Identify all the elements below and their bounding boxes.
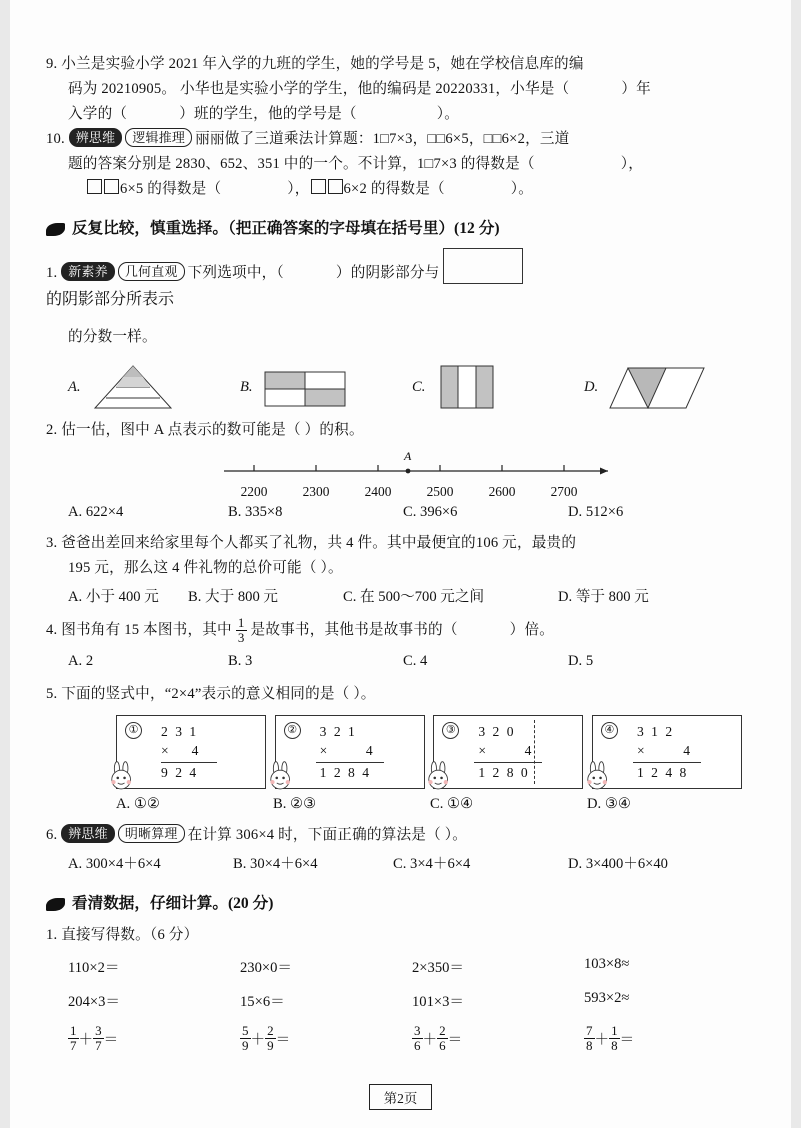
option-b[interactable]: B. ②③ <box>273 796 317 812</box>
dashed-separator <box>534 720 535 784</box>
s2q1-text-c: 的阴影部分所表示 <box>46 291 175 308</box>
rect-2x2-half-shape <box>263 362 347 412</box>
plus-sign: ＋ <box>422 1032 438 1048</box>
option-d[interactable]: D. 3×400＋6×40 <box>568 856 668 872</box>
fraction-a <box>584 1024 595 1053</box>
option-b[interactable]: B. 大于 800 元 <box>188 589 278 605</box>
vertical-calc-boxes <box>46 715 756 789</box>
q9-line3-a: 入学的（ <box>68 106 128 122</box>
section-heading-2 <box>46 216 756 242</box>
calc-rule <box>474 762 542 763</box>
fraction-b <box>265 1024 276 1053</box>
fraction-numerator: 2 <box>439 1023 446 1038</box>
q9-line1: 9. 小兰是实验小学 2021 年入学的九班的学生，她的学号是 5，她在学校信息库的编 <box>46 56 584 72</box>
fraction-denominator: 7 <box>95 1038 102 1053</box>
q10-line3 <box>46 177 756 202</box>
calc-rule <box>633 762 701 763</box>
bunny-icon <box>105 760 139 794</box>
fraction-denominator: 3 <box>237 630 245 645</box>
fraction-denominator: 8 <box>586 1038 593 1053</box>
equals-sign: ＝ <box>275 1032 291 1048</box>
tick-label: 2500 <box>426 484 454 499</box>
question-9 <box>46 52 756 127</box>
box-3-lines <box>478 722 533 782</box>
page-content <box>46 52 756 1053</box>
s2q3-line2: 195 元，那么这 4 件礼物的总价可能（ ）。 <box>68 560 343 576</box>
tag-mingxiSuanli: 明晰算理 <box>118 824 185 843</box>
result-line: 1 2 8 4 <box>319 765 372 780</box>
question-10 <box>46 127 756 202</box>
triangle-stripes-shape <box>91 362 175 412</box>
result-line: 9 2 4 <box>161 765 199 780</box>
page-edge-left <box>0 0 10 1128</box>
fraction-b <box>609 1024 620 1053</box>
q10-text-d: 6×5 的得数是（ <box>120 181 222 197</box>
number-line-ticks <box>223 484 756 500</box>
q10-text-a: 丽丽做了三道乘法计算题：1□7×3，□□6×5，□□6×2，三道 <box>195 131 570 147</box>
q10-text-b: 题的答案分别是 2830、652、351 中的一个。不计算，1□7×3 的得数是（ <box>68 156 535 172</box>
option-a[interactable]: A. 300×4＋6×4 <box>68 856 161 872</box>
tag-jiheZhiguan: 几何直观 <box>118 262 185 281</box>
box-marker: ① <box>125 722 142 739</box>
operator-line: × 4 <box>319 743 375 758</box>
vertical-calc-box-3 <box>433 715 583 789</box>
q10-line2 <box>46 152 756 177</box>
reference-grid <box>443 248 523 284</box>
option-c[interactable]: C. 在 500～700 元之间 <box>343 589 485 605</box>
s2q6-line <box>46 823 756 848</box>
leaf-bullet-icon <box>46 898 65 911</box>
option-a[interactable]: A. 2 <box>68 653 94 669</box>
box-marker: ④ <box>601 722 618 739</box>
option-b[interactable] <box>240 362 412 412</box>
equals-sign: ＝ <box>103 1032 119 1048</box>
s2q4-line <box>46 616 756 645</box>
direct-answer-grid <box>46 956 756 1053</box>
tick-label: 2200 <box>240 484 268 499</box>
bunny-icon <box>264 760 298 794</box>
operand-line: 2 3 1 <box>161 724 199 739</box>
s2q3-options <box>46 585 756 606</box>
fraction-b <box>437 1024 448 1053</box>
section3-sub1: 1. 直接写得数。（6 分） <box>46 927 199 943</box>
q9-line3 <box>46 102 756 127</box>
fraction-a <box>412 1024 423 1053</box>
s2q5-text: 5. 下面的竖式中，“2×4”表示的意义相同的是（ ）。 <box>46 686 376 702</box>
section2-question-2 <box>46 418 756 521</box>
box-marker: ② <box>284 722 301 739</box>
section2-question-4 <box>46 616 756 670</box>
fraction-a <box>68 1024 79 1053</box>
rect-3cols-shaded-shape <box>435 362 499 412</box>
tag-xinsuyang: 新素养 <box>61 262 115 281</box>
option-d[interactable]: D. 5 <box>568 653 594 669</box>
calc-item[interactable]: 2×350＝ <box>412 960 465 976</box>
calc-item[interactable]: 204×3＝ <box>68 994 121 1010</box>
section2-question-5 <box>46 682 756 813</box>
bunny-icon <box>581 760 615 794</box>
fraction-b <box>93 1024 104 1053</box>
box-4-lines <box>637 722 692 782</box>
page-footer <box>0 1084 801 1110</box>
s2q4-text-a: 4. 图书角有 15 本图书，其中 <box>46 622 232 638</box>
option-a[interactable]: A. ①② <box>116 796 161 812</box>
q9-line3-b: ）班的学生，他的学号是（ <box>179 106 357 122</box>
fraction-numerator: 1 <box>237 615 245 630</box>
fraction-a <box>240 1024 251 1053</box>
bunny-icon <box>422 760 456 794</box>
fraction-denominator: 8 <box>611 1038 618 1053</box>
section-3-title: 看清数据，仔细计算。(20 分) <box>72 895 274 912</box>
s2q1-line1 <box>46 248 756 286</box>
vertical-calc-box-1 <box>116 715 266 789</box>
option-b[interactable]: B. 30×4＋6×4 <box>233 856 318 872</box>
q9-line2-a: 码为 20210905。 小华也是实验小学的学生，他的编码是 20220331，小华是（ <box>68 81 570 97</box>
point-a-label: A <box>404 449 412 463</box>
calc-item[interactable]: 110×2＝ <box>68 960 120 976</box>
calc-item[interactable]: 103×8≈ <box>584 956 630 972</box>
page-edge-right <box>791 0 801 1128</box>
section-2-title: 反复比较，慎重选择。（把正确答案的字母填在括号里）(12 分) <box>72 220 500 237</box>
fraction-numerator: 3 <box>95 1023 102 1038</box>
option-a-label: A. <box>68 378 81 395</box>
option-a[interactable]: A. 622×4 <box>68 504 124 520</box>
option-b-label: B. <box>240 378 253 395</box>
section2-question-6 <box>46 823 756 873</box>
empty-digit-box[interactable] <box>311 179 326 194</box>
s2q1-options-row <box>46 362 756 412</box>
calc-item[interactable]: 593×2≈ <box>584 990 630 1006</box>
fraction-calc-item[interactable] <box>412 1024 584 1053</box>
s2q3-line1: 3. 爸爸出差回来给家里每个人都买了礼物，共 4 件。其中最便宜的106 元，最贵的 <box>46 535 577 551</box>
vertical-calc-box-4 <box>592 715 742 789</box>
option-c-label: C. <box>412 378 426 395</box>
empty-digit-box[interactable] <box>104 179 119 194</box>
option-b[interactable]: B. 335×8 <box>228 504 283 520</box>
tick-label: 2400 <box>364 484 392 499</box>
s2q4-text-c: ）倍。 <box>509 622 555 638</box>
option-d[interactable]: D. 等于 800 元 <box>558 589 649 605</box>
section-heading-3 <box>46 891 756 917</box>
fraction-calc-item[interactable] <box>584 1024 756 1053</box>
fraction-denominator: 6 <box>439 1038 446 1053</box>
plus-sign: ＋ <box>594 1032 610 1048</box>
q10-number: 10. <box>46 131 65 147</box>
equals-sign: ＝ <box>447 1032 463 1048</box>
equals-sign: ＝ <box>619 1032 635 1048</box>
option-d[interactable] <box>584 362 756 412</box>
empty-digit-box[interactable] <box>328 179 343 194</box>
s2q4-text-b: 是故事书，其他书是故事书的（ <box>250 622 458 638</box>
tag-biansiwei: 辨思维 <box>61 824 115 843</box>
empty-digit-box[interactable] <box>87 179 102 194</box>
s2q6-number: 6. <box>46 827 58 843</box>
plus-sign: ＋ <box>250 1032 266 1048</box>
tick-label: 2700 <box>550 484 578 499</box>
fraction-denominator: 9 <box>242 1038 249 1053</box>
operator-line: × 4 <box>478 743 534 758</box>
calc-rule <box>161 762 217 763</box>
fraction-one-third <box>236 616 247 645</box>
result-line: 1 2 8 0 <box>478 765 530 780</box>
s2q1-text-b: ）的阴影部分与 <box>335 265 440 281</box>
page-number: 第2页 <box>369 1084 433 1110</box>
option-d-label: D. <box>584 378 599 395</box>
fraction-calc-item[interactable] <box>240 1024 412 1053</box>
box-marker: ③ <box>442 722 459 739</box>
fraction-denominator: 7 <box>70 1038 77 1053</box>
q10-text-f: 6×2 的得数是（ <box>343 181 445 197</box>
q9-line2 <box>46 77 756 102</box>
operand-line: 3 1 2 <box>636 724 675 739</box>
s2q6-options <box>46 852 756 873</box>
tick-label: 2600 <box>488 484 516 499</box>
section2-question-1 <box>46 248 756 412</box>
tick-label: 2300 <box>302 484 330 499</box>
operator-line: × 4 <box>636 743 693 758</box>
option-c[interactable] <box>412 362 584 412</box>
q10-text-e: ）， <box>287 181 310 197</box>
box-1-lines <box>161 722 200 782</box>
q10-text-g: ）。 <box>510 181 534 197</box>
option-b[interactable]: B. 3 <box>228 653 253 669</box>
tag-luojituili: 逻辑推理 <box>125 128 192 147</box>
operand-line: 3 2 1 <box>319 724 357 739</box>
option-d[interactable]: D. ③④ <box>587 796 632 812</box>
operand-line: 3 2 0 <box>478 724 516 739</box>
fraction-calc-item[interactable] <box>68 1024 240 1053</box>
option-c[interactable]: C. 396×6 <box>403 504 458 520</box>
leaf-bullet-icon <box>46 223 65 236</box>
fraction-numerator: 1 <box>70 1023 77 1038</box>
fraction-numerator: 5 <box>242 1023 249 1038</box>
calc-rule <box>316 762 384 763</box>
option-a[interactable]: A. 小于 400 元 <box>68 589 159 605</box>
fraction-numerator: 3 <box>414 1023 421 1038</box>
box-2-lines <box>320 722 375 782</box>
parallelogram-triangle-shape <box>608 362 708 412</box>
option-d[interactable]: D. 512×6 <box>568 504 624 520</box>
section2-question-3 <box>46 531 756 606</box>
option-a[interactable] <box>68 362 240 412</box>
s2q2-text: 2. 估一估，图中 A 点表示的数可能是（ ）的积。 <box>46 422 364 438</box>
option-c[interactable]: C. ①④ <box>430 796 474 812</box>
q9-line3-c: ）。 <box>436 106 460 122</box>
q10-line1 <box>46 127 756 152</box>
fraction-numerator: 7 <box>586 1023 593 1038</box>
option-c[interactable]: C. 3×4＋6×4 <box>393 856 471 872</box>
q9-line2-b: ）年 <box>621 81 651 97</box>
number-line-svg <box>216 449 616 483</box>
q10-text-c: ）， <box>620 156 644 172</box>
s2q1-number: 1. <box>46 265 58 281</box>
result-line: 1 2 4 8 <box>636 765 689 780</box>
option-c[interactable]: C. 4 <box>403 653 428 669</box>
tag-biansiwei: 辨思维 <box>69 128 123 147</box>
s2q1-line2: 的分数一样。 <box>68 329 157 345</box>
s2q4-options <box>46 653 756 670</box>
plus-sign: ＋ <box>78 1032 94 1048</box>
fraction-numerator: 2 <box>267 1023 274 1038</box>
fraction-denominator: 6 <box>414 1038 421 1053</box>
number-line <box>46 449 756 500</box>
calc-item[interactable]: 230×0＝ <box>240 960 293 976</box>
operator-line: × 4 <box>161 743 201 758</box>
s2q1-text-a: 下列选项中，（ <box>187 265 284 281</box>
s2q5-options <box>46 795 756 813</box>
calc-item[interactable]: 101×3＝ <box>412 994 465 1010</box>
s2q2-options <box>46 504 756 521</box>
fraction-numerator: 1 <box>611 1023 618 1038</box>
fraction-denominator: 9 <box>267 1038 274 1053</box>
vertical-calc-box-2 <box>275 715 425 789</box>
s2q6-text: 在计算 306×4 时，下面正确的算法是（ ）。 <box>187 827 468 843</box>
calc-item[interactable]: 15×6＝ <box>240 994 285 1010</box>
